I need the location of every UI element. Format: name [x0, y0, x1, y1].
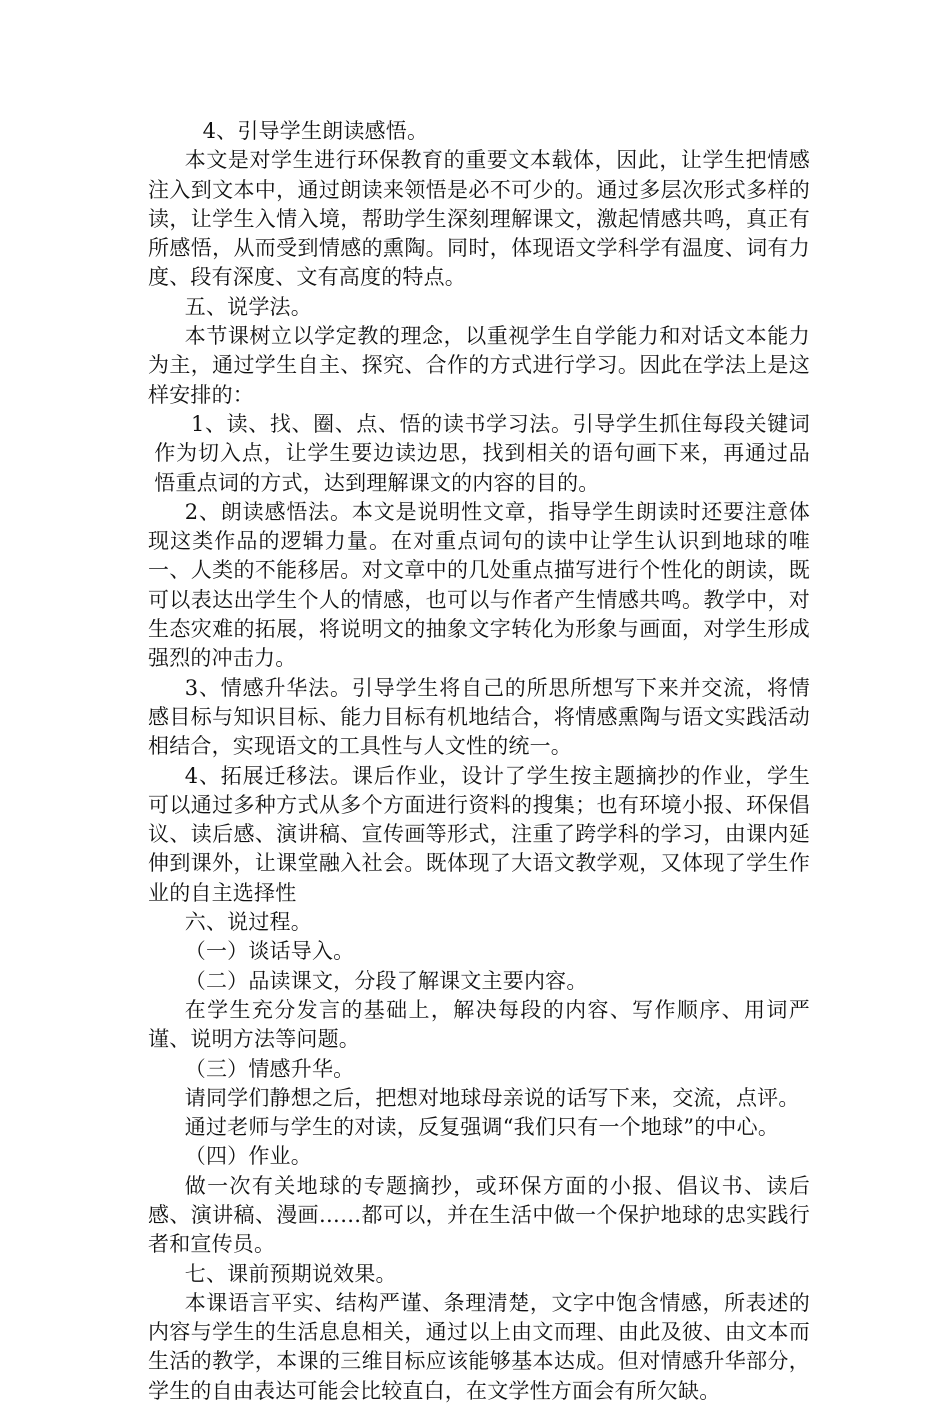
- paragraph-method-4: 4、拓展迁移法。课后作业，设计了学生按主题摘抄的作业，学生可以通过多种方式从多个方面进行资料的搜集；也有环境小报、环保倡议、读后感、演讲稿、宣传画等形式，注重了跨学科的学习，由课内延伸到课外，让课堂融入社会。既体现了大语文教学观，又体现了学生作业的自主选择性: [148, 763, 810, 905]
- paragraph-reading-purpose: 本文是对学生进行环保教育的重要文本载体，因此，让学生把情感注入到文本中，通过朗读来领悟是必不可少的。通过多层次形式多样的读，让学生入情入境，帮助学生深刻理解课文，激起情感共鸣，真正有所感悟，从而受到情感的熏陶。同时，体现语文学科学有温度、词有力度、段有深度、文有高度的特点。: [148, 148, 810, 290]
- subheading-reading-text: （二）品读课文，分段了解课文主要内容。: [184, 968, 588, 993]
- paragraph-guide-reading: 4、引导学生朗读感悟。: [202, 119, 429, 143]
- paragraph-method-3: 3、情感升华法。引导学生将自己的所思所想写下来并交流，将情感目标与知识目标、能力目标有机地结合，将情感熏陶与语文实践活动相结合，实现语文的工具性与人文性的统一。: [148, 675, 810, 759]
- paragraph-reading-text-detail: 在学生充分发言的基础上，解决每段的内容、写作顺序、用词严谨、说明方法等问题。: [148, 997, 810, 1052]
- section-heading-process: 六、说过程。: [184, 910, 312, 935]
- subheading-introduction: （一）谈话导入。: [184, 939, 355, 964]
- subheading-homework: （四）作业。: [184, 1144, 312, 1169]
- paragraph-method-2: 2、朗读感悟法。本文是说明性文章，指导学生朗读时还要注意体现这类作品的逻辑力量。在对重点词句的读中让学生认识到地球的唯一、人类的不能移居。对文章中的几处重点描写进行个性化的朗读，既可以表达出学生个人的情感，也可以与作者产生情感共鸣。教学中，对生态灾难的拓展，将说明文的抽象文字转化为形象与画面，对学生形成强烈的冲击力。: [148, 499, 810, 671]
- subheading-emotion: （三）情感升华。: [184, 1056, 355, 1081]
- paragraph-emotion-detail-1: 请同学们静想之后，把想对地球母亲说的话写下来，交流，点评。: [184, 1085, 800, 1110]
- paragraph-expected-effect: 本课语言平实、结构严谨、条理清楚，文字中饱含情感，所表述的内容与学生的生活息息相关，通过以上由文而理、由此及彼、由文本而生活的教学，本课的三维目标应该能够基本达成。但对情感升华部分，学生的自由表达可能会比较直白，在文学性方面会有所欠缺。: [148, 1290, 810, 1403]
- section-heading-study-method: 五、说学法。: [184, 294, 312, 319]
- paragraph-homework-detail: 做一次有关地球的专题摘抄，或环保方面的小报、倡议书、读后感、演讲稿、漫画……都可以，并在生活中做一个保护地球的忠实践行者和宣传员。: [148, 1173, 810, 1257]
- section-heading-expected-effect: 七、课前预期说效果。: [184, 1261, 397, 1286]
- paragraph-method-1: 1、读、找、圈、点、悟的读书学习法。引导学生抓住每段关键词作为切入点，让学生要边读边思，找到相关的语句画下来，再通过品悟重点词的方式，达到理解课文的内容的目的。: [154, 411, 810, 495]
- paragraph-study-method-intro: 本节课树立以学定教的理念，以重视学生自学能力和对话文本能力为主，通过学生自主、探究、合作的方式进行学习。因此在学法上是这样安排的：: [148, 324, 810, 407]
- document-body: [148, 117, 810, 1406]
- paragraph-emotion-detail-2: 通过老师与学生的对读，反复强调“我们只有一个地球”的中心。: [184, 1115, 780, 1140]
